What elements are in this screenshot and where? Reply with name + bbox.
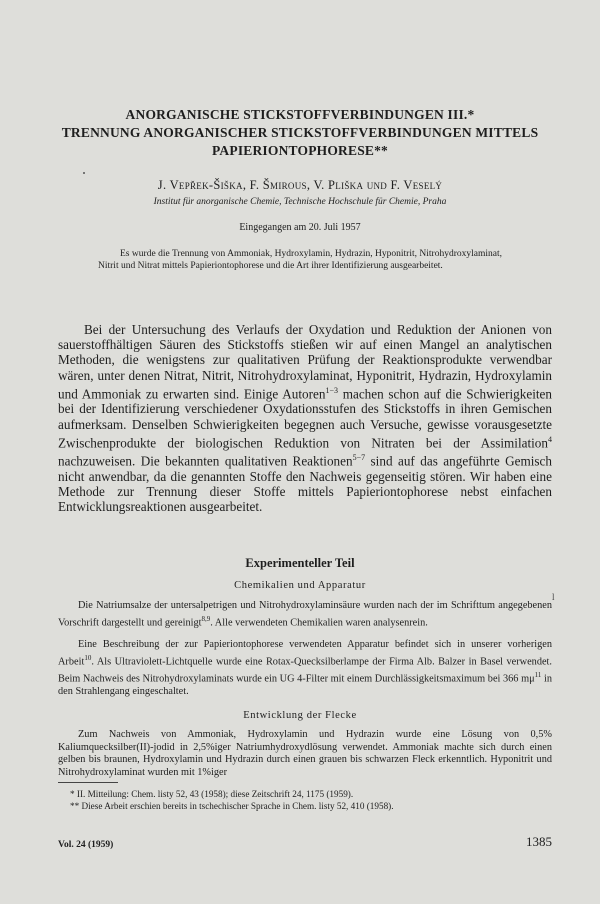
chem-text-2: . Alle verwendeten Chemikalien waren analysenrein. xyxy=(210,617,428,629)
citation-ref: 11 xyxy=(534,670,542,679)
article-title-line-1: ANORGANISCHE STICKSTOFFVERBINDUNGEN III.* xyxy=(125,107,475,122)
apparatus-text-3: in den Strahlengang eingeschaltet. xyxy=(58,673,552,697)
introduction-paragraph xyxy=(58,322,552,515)
article-title-line-2: TRENNUNG ANORGANISCHER STICKSTOFFVERBINDUNGEN MITTELS xyxy=(61,125,539,140)
footnote-1: * II. Mitteilung: Chem. listy 52, 43 (1958); diese Zeitschrift 24, 1175 (1959). xyxy=(70,789,354,799)
citation-ref: 1−3 xyxy=(325,385,338,395)
author-list: J. Vepřek-Šiška, F. Šmirous, V. Pliška und F. Veselý xyxy=(157,178,443,192)
citation-ref: 4 xyxy=(548,434,552,444)
article-title-line-3: PAPIERIONTOPHORESE** xyxy=(211,143,389,158)
apparatus-paragraph xyxy=(58,639,552,698)
apparatus-text-1: Eine Beschreibung der zur Papieriontophorese verwendeten Apparatur befindet sich in unserer vorherigen Arbeit xyxy=(58,639,552,668)
abstract: Es wurde die Trennung von Ammoniak, Hydroxylamin, Hydrazin, Hyponitrit, Nitrohydroxylaminat, Nitrit und Nitrat mittels Papieriontophorese und die Art ihrer Identifizierung ausgearbeitet. xyxy=(98,249,502,271)
citation-ref: 8,9 xyxy=(201,614,211,623)
intro-text-2: machen schon auf die Schwierigkeiten bei der Identifizierung verschiedener Oxydationsstufen des Stickstoffs in ihren Gemischen aufmerksam. Denselben Schwierigkeiten begegnen auch Versuche, gewisse vorausgesetzte Zwischenprodukte der biologischen Reduktion von Nitraten bei der Assimilation xyxy=(58,386,552,451)
footnote-rule xyxy=(58,782,118,783)
chem-text-1: Die Natriumsalze der untersalpetrigen und Nitrohydroxylaminsäure wurden nach der im Schrifttum angegebenen Vorschrift dargestellt und gereinigt xyxy=(58,600,552,629)
footnote-2: ** Diese Arbeit erschien bereits in tschechischer Sprache in Chem. listy 52, 410 (1958). xyxy=(70,801,394,811)
subsection-heading-chemicals: Chemikalien und Apparatur xyxy=(234,580,366,591)
margin-mark: l xyxy=(552,592,555,602)
subsection-heading-development: Entwicklung der Flecke xyxy=(243,710,357,721)
intro-text-1: Bei der Untersuchung des Verlaufs der Oxydation und Reduktion der Anionen von sauerstoffhältigen Säuren des Stickstoffs stießen wir auf einen Mangel an analytischen Methoden, die wenigstens zur qualitativen Prüfung der Reaktionsprodukte verwendbar wären, unter denen Nitrat, Nitrit, Nitrohydroxylaminat, Hyponitrit, Hydrazin, Hydroxylamin und Ammoniak zu erwarten sind. Einige Autoren xyxy=(58,322,552,402)
apparatus-text-2: . Als Ultraviolett-Lichtquelle wurde eine Rotax-Quecksilberlampe der Firma Alb. Balzer in Basel verwendet. Beim Nachweis des Nitrohydroxylaminats wurde ein UG 4-Filter mit einem Durchlässigkeitsmaximum bei 366 mμ xyxy=(58,656,552,685)
citation-ref: 5−7 xyxy=(352,453,366,463)
intro-text-3: nachzuweisen. Die bekannten qualitativen Reaktionen xyxy=(58,453,353,469)
volume-info: Vol. 24 (1959) xyxy=(58,840,114,850)
page-number: 1385 xyxy=(526,834,552,849)
section-heading: Experimenteller Teil xyxy=(245,556,355,570)
chemicals-paragraph xyxy=(58,600,552,630)
scan-speck xyxy=(83,172,85,174)
received-date: Eingegangen am 20. Juli 1957 xyxy=(239,222,361,233)
institute-affiliation: Institut für anorganische Chemie, Technische Hochschule für Chemie, Praha xyxy=(153,197,447,207)
citation-ref: 10 xyxy=(84,653,92,662)
intro-text-4: sind auf das angeführte Gemisch nicht anwendbar, da die genannten Stoffe den Nachweis gegenseitig stören. Wir haben eine Methode zur Trennung dieser Stoffe mittels Papieriontophorese nebst einfachen Entwicklungsreaktionen ausgearbeitet. xyxy=(58,453,552,515)
development-paragraph: Zum Nachweis von Ammoniak, Hydroxylamin und Hydrazin wurde eine Lösung von 0,5% Kaliumquecksilber(II)-jodid in 2,5%iger Natriumhydroxydlösung verwendet. Ammoniak machte sich durch einen gelben bis braunen, Hydroxylamin und Hydrazin durch einen grauen bis schwarzen Fleck erkenntlich. Hyponitrit und Nitrohydroxylaminat wurden mit 1%iger xyxy=(58,729,552,778)
